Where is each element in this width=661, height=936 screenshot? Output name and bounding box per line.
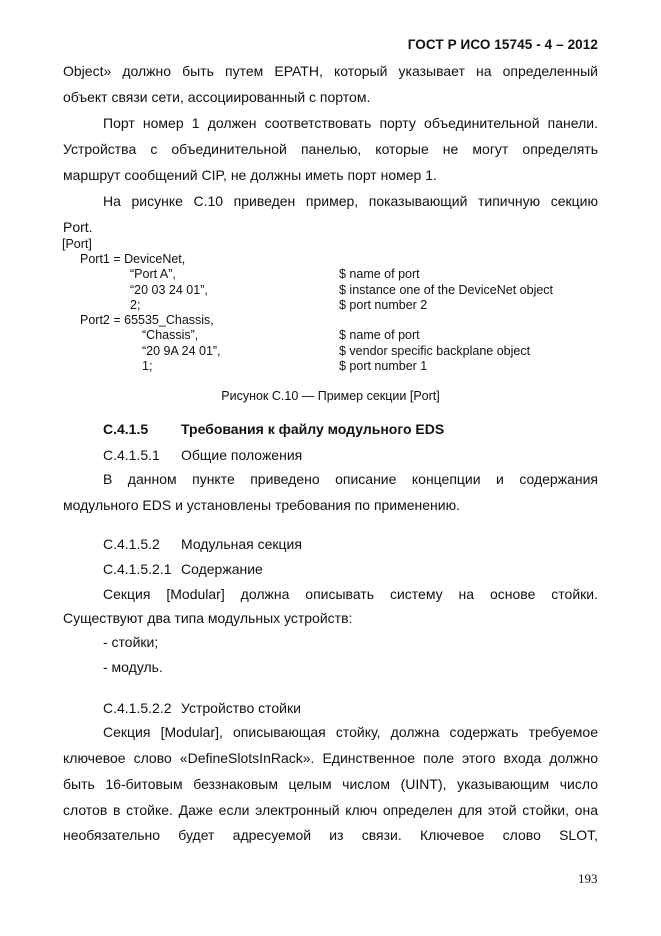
code-line: Port1 = DeviceNet, bbox=[80, 252, 186, 266]
paragraph-line: На рисунке С.10 приведен пример, показывающий типичную секцию bbox=[103, 193, 598, 209]
code-line: 2; bbox=[130, 298, 141, 312]
code-line: Port2 = 65535_Chassis, bbox=[80, 313, 214, 327]
code-line: “Port A”, bbox=[130, 267, 176, 281]
code-comment: $ vendor specific backplane object bbox=[339, 344, 531, 358]
paragraph-line: объект связи сети, ассоциированный с портом. bbox=[63, 89, 371, 105]
code-line: “Chassis”, bbox=[142, 328, 199, 342]
paragraph-line: модульного EDS и установлены требования по применению. bbox=[63, 497, 460, 513]
code-comment: $ name of port bbox=[339, 328, 420, 342]
section-title: Общие положения bbox=[181, 447, 303, 463]
code-line: “20 9A 24 01”, bbox=[142, 344, 221, 358]
paragraph-line: Секция [Modular] должна описывать систему на основе стойки. bbox=[103, 586, 598, 602]
section-number: С.4.1.5.2 bbox=[103, 536, 160, 552]
section-title: Устройство стойки bbox=[181, 700, 301, 716]
document-header: ГОСТ Р ИСО 15745 - 4 – 2012 bbox=[407, 37, 598, 52]
paragraph-line: быть 16-битовым беззнаковым целым числом (UINT), указывающим число bbox=[63, 776, 598, 792]
code-line: 1; bbox=[142, 359, 153, 373]
section-number: С.4.1.5.2.1 bbox=[103, 561, 172, 577]
paragraph-line: В данном пункте приведено описание концепции и содержания bbox=[103, 471, 598, 487]
section-number: С.4.1.5.1 bbox=[103, 447, 160, 463]
paragraph-line: Секция [Modular], описывающая стойку, должна содержать требуемое bbox=[103, 724, 598, 740]
code-line: “20 03 24 01”, bbox=[130, 283, 208, 297]
paragraph-line: маршрут сообщений CIP, не должны иметь порт номер 1. bbox=[63, 167, 437, 183]
page-number: 193 bbox=[578, 871, 598, 886]
code-comment: $ name of port bbox=[339, 267, 420, 281]
list-item: - стойки; bbox=[103, 634, 159, 650]
paragraph-line: слотов в стойке. Даже если электронный ключ определен для этой стойки, она bbox=[63, 802, 598, 818]
figure-caption: Рисунок С.10 — Пример секции [Port] bbox=[221, 389, 440, 403]
section-title: Модульная секция bbox=[181, 536, 302, 552]
code-comment: $ instance one of the DeviceNet object bbox=[339, 283, 554, 297]
paragraph-line: Port. bbox=[63, 219, 93, 235]
section-number: С.4.1.5.2.2 bbox=[103, 700, 172, 716]
section-title: Требования к файлу модульного EDS bbox=[181, 421, 445, 437]
code-line: [Port] bbox=[62, 237, 92, 251]
paragraph-line: необязательно будет адресуемой из связи. Ключевое слово SLOT, bbox=[63, 827, 598, 843]
code-comment: $ port number 2 bbox=[339, 298, 428, 312]
paragraph-line: Устройства с объединительной панелью, которые не могут определять bbox=[63, 141, 598, 157]
paragraph-line: ключевое слово «DefineSlotsInRack». Единственное поле этого входа должно bbox=[63, 750, 598, 766]
paragraph-line: Object» должно быть путем EPATH, который указывает на определенный bbox=[63, 63, 598, 79]
list-item: - модуль. bbox=[103, 659, 163, 675]
paragraph-line: Порт номер 1 должен соответствовать порту объединительной панели. bbox=[103, 115, 598, 131]
section-number: С.4.1.5 bbox=[103, 421, 149, 437]
section-title: Содержание bbox=[181, 561, 263, 577]
code-comment: $ port number 1 bbox=[339, 359, 428, 373]
paragraph-line: Существуют два типа модульных устройств: bbox=[63, 610, 353, 626]
